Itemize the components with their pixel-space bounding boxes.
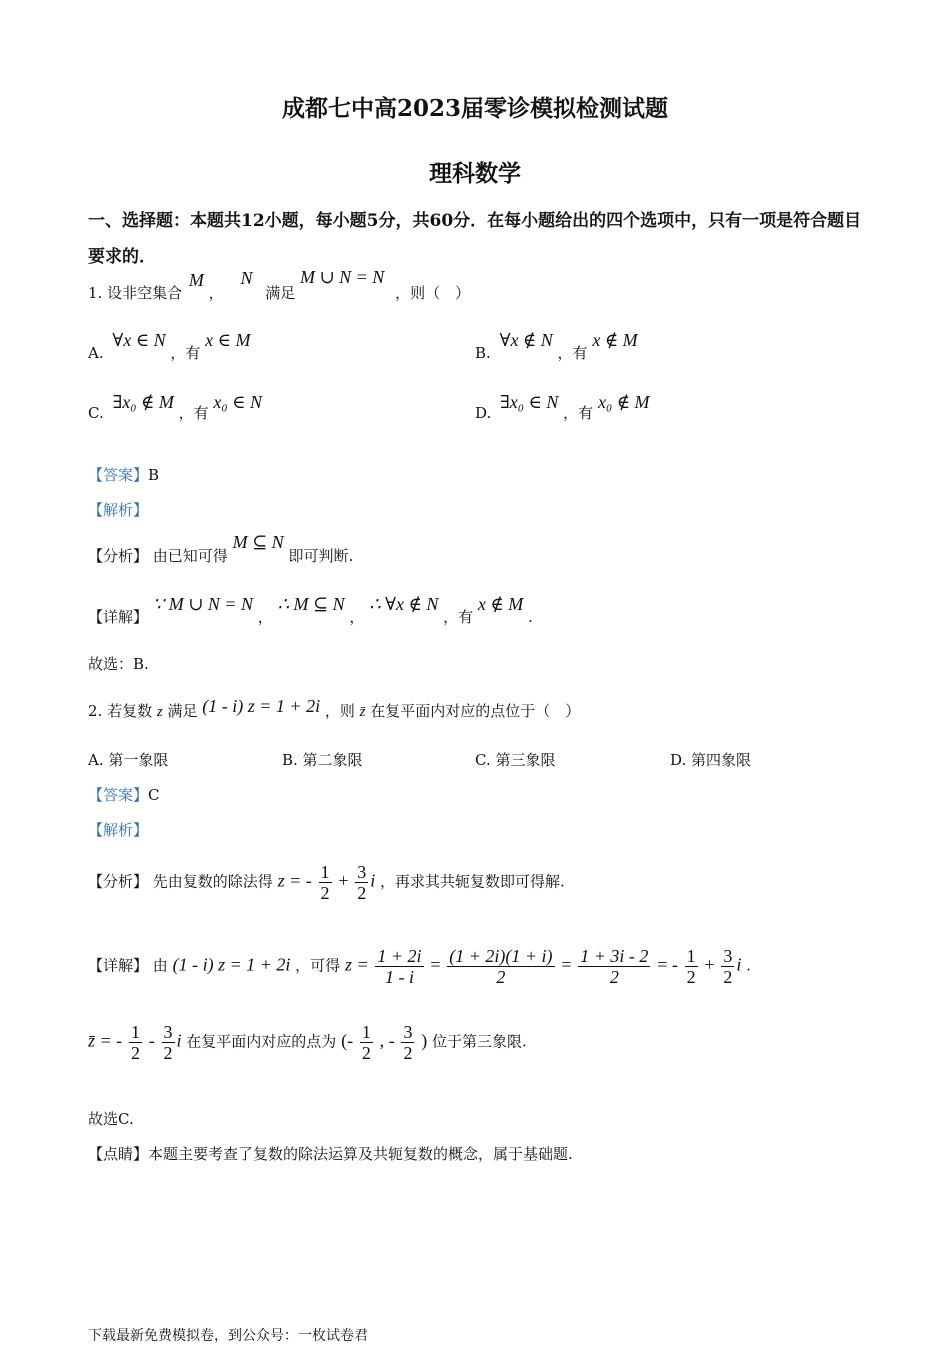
q2-equation: (1 - i) z = 1 + 2i <box>202 696 321 716</box>
section-heading: 一、选择题：本题共12小题，每小题5分，共60分．在每小题给出的四个选项中，只有一项是符合题目要求的． <box>88 211 862 267</box>
q1-detail-sep1: ， <box>257 608 273 626</box>
fraction: $\frac{1}{2}$ <box>320 862 330 903</box>
q2-zbar: z̄ <box>359 704 366 720</box>
q2-option-d: D. 第四象限 <box>670 751 752 769</box>
page-title: 成都七中高2023届零诊模拟检测试题 <box>281 95 668 122</box>
fenxi-label: 【分析】 <box>88 547 149 565</box>
q1-set-n: N <box>240 268 253 288</box>
q2-detail <box>88 946 751 987</box>
q1-fenxi-pre: 由已知可得 <box>152 547 228 565</box>
q1-option-d <box>475 392 650 423</box>
q1-analysis-label: 【解析】 <box>88 501 149 519</box>
q1-option-b-math2: x ∉ M <box>592 330 638 350</box>
fraction: $\frac{3}{2}$ <box>357 862 367 903</box>
q1-option-c <box>88 392 262 423</box>
equals-sign: = <box>430 954 441 975</box>
q1-fenxi-math: M ⊆ N <box>232 532 284 552</box>
detail-label: 【详解】 <box>88 956 149 975</box>
q2-satisfy: 满足 <box>167 702 198 720</box>
point-open: (- <box>341 1030 354 1051</box>
q2-comment-text: 本题主要考查了复数的除法运算及共轭复数的概念，属于基础题. <box>148 1145 573 1163</box>
q2-stem <box>88 696 581 721</box>
q2-option-b: B. 第二象限 <box>282 751 363 769</box>
imaginary-unit: i <box>370 870 376 891</box>
detail-label: 【详解】 <box>88 608 149 626</box>
q2-detail-equation: (1 - i) z = 1 + 2i <box>172 954 291 975</box>
q1-condition: M ∪ N = N <box>300 267 385 287</box>
footer-note: 下载最新免费模拟卷，到公众号：一枚试卷君 <box>88 1328 368 1344</box>
q1-option-d-mid: ，有 <box>563 404 594 422</box>
fraction: $\frac{1}{2}$ <box>686 946 696 987</box>
q1-answer <box>88 464 159 485</box>
q1-option-d-label: D. <box>475 404 492 422</box>
q2-z: z <box>156 704 163 720</box>
imaginary-unit: i <box>736 954 742 975</box>
q2-detail-pre: 由 <box>152 956 168 975</box>
q2-option-a: A. 第一象限 <box>88 751 169 769</box>
q2-option-c: C. 第三象限 <box>475 751 556 769</box>
q2-answer-value: C <box>148 786 160 804</box>
fraction: $\frac{3}{2}$ <box>163 1022 173 1063</box>
fenxi-label: 【分析】 <box>88 872 149 891</box>
q1-set-m: M <box>188 270 204 290</box>
q1-detail-math4: x ∉ M <box>477 594 524 614</box>
q2-detail-z: z = <box>344 954 369 975</box>
q1-prefix: 1. 设非空集合 <box>88 284 183 302</box>
q1-option-b-mid: ，有 <box>557 344 588 362</box>
q2-zbar-eq: z̄ = - <box>88 1030 123 1051</box>
minus-sign: - <box>148 1030 155 1051</box>
q2-fenxi-z: z = - <box>277 870 312 891</box>
point-close: ) <box>421 1030 428 1051</box>
q1-detail-has: ，有 <box>443 608 474 626</box>
q1-option-a <box>88 330 251 363</box>
q1-then: ，则（ ） <box>395 284 471 302</box>
fraction: $\frac{1}{2}$ <box>361 1022 371 1063</box>
fraction: $\frac{1 + 3i - 2}{2}$ <box>580 946 649 987</box>
q1-detail-math2: ∴ M ⊆ N <box>277 594 345 614</box>
equals-sign: = <box>561 954 572 975</box>
q1-conclusion: 故选：B. <box>88 655 149 673</box>
q2-conclusion: 故选C. <box>88 1110 134 1128</box>
q2-conj-post: 位于第三象限. <box>432 1032 527 1051</box>
q2-tail: 在复平面内对应的点位于（ ） <box>370 702 581 720</box>
q1-sep: ， <box>208 284 224 302</box>
fraction: $\frac{3}{2}$ <box>403 1022 413 1063</box>
q1-option-c-mid: ，有 <box>178 404 209 422</box>
answer-label: 【答案】 <box>88 786 149 804</box>
fraction: $\frac{(1 + 2i)(1 + i)}{2}$ <box>449 946 553 987</box>
imaginary-unit: i <box>176 1030 182 1051</box>
comment-label: 【点睛】 <box>88 1145 149 1163</box>
q1-detail-period: . <box>528 608 533 626</box>
page-subtitle: 理科数学 <box>429 160 521 187</box>
point-sep: , - <box>379 1030 395 1051</box>
q2-detail-period: . <box>746 956 751 975</box>
q2-then: ，则 <box>324 702 355 720</box>
fraction: $\frac{1 + 2i}{1 - i}$ <box>377 946 422 987</box>
plus-sign: + <box>704 954 715 975</box>
q2-answer <box>88 784 160 805</box>
q2-conj-mid: 在复平面内对应的点为 <box>186 1032 337 1051</box>
q1-option-b-label: B. <box>475 344 491 362</box>
q1-satisfy: 满足 <box>265 284 296 302</box>
q2-prefix: 2. 若复数 <box>88 702 153 720</box>
q1-fenxi <box>88 532 354 566</box>
q1-option-d-math1: ∃x₀ ∈ N <box>500 392 559 412</box>
q1-option-b <box>475 330 638 363</box>
q1-stem <box>88 267 471 303</box>
q1-option-a-mid: ，有 <box>170 344 201 362</box>
q1-option-c-math1: ∃x₀ ∉ M <box>112 392 174 412</box>
fraction: $\frac{1}{2}$ <box>130 1022 140 1063</box>
q1-option-c-label: C. <box>88 404 104 422</box>
q2-fenxi-pre: 先由复数的除法得 <box>152 872 273 891</box>
q1-detail-sep2: ， <box>349 608 365 626</box>
q1-detail <box>88 594 533 627</box>
equals-minus: = - <box>657 954 678 975</box>
q1-answer-value: B <box>148 466 160 484</box>
q1-option-a-math1: ∀x ∈ N <box>112 330 166 350</box>
q2-detail-mid: ，可得 <box>295 956 341 975</box>
q2-analysis-label: 【解析】 <box>88 821 149 839</box>
answer-label: 【答案】 <box>88 466 149 484</box>
q2-comment <box>88 1143 573 1164</box>
q1-detail-math1: ∵ M ∪ N = N <box>152 594 253 614</box>
q1-option-a-math2: x ∈ M <box>205 330 251 350</box>
q2-conjugate <box>88 1022 527 1063</box>
q2-fenxi <box>88 862 565 903</box>
q1-option-a-label: A. <box>88 344 104 362</box>
q1-option-b-math1: ∀x ∉ N <box>499 330 553 350</box>
fraction: $\frac{3}{2}$ <box>723 946 733 987</box>
q1-detail-math3: ∴ ∀x ∉ N <box>369 594 439 614</box>
q2-fenxi-post: ，再求其共轭复数即可得解. <box>380 872 565 891</box>
q1-option-c-math2: x₀ ∈ N <box>213 392 262 412</box>
q1-fenxi-post: 即可判断. <box>288 547 354 565</box>
q1-option-d-math2: x₀ ∉ M <box>597 392 650 412</box>
plus-sign: + <box>338 870 349 891</box>
